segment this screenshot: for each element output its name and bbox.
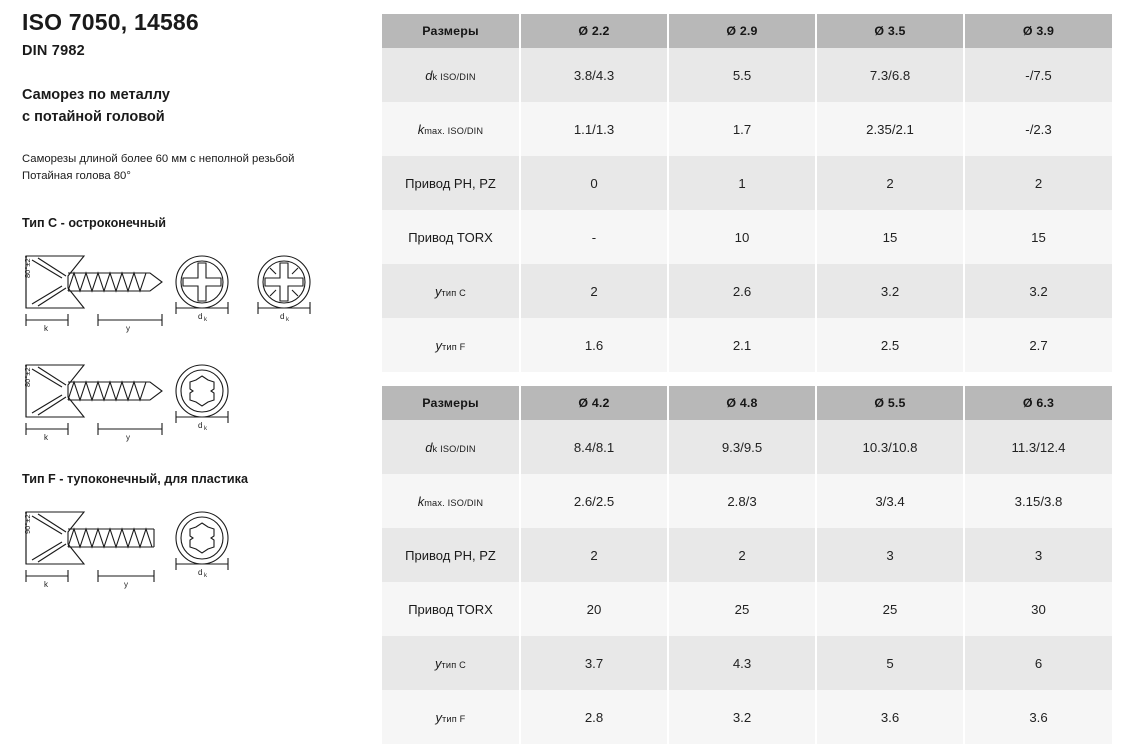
cell-value: 3/3.4 [816,474,964,528]
product-notes [22,151,372,186]
cell-value: 3 [816,528,964,582]
cell-value: 15 [964,210,1112,264]
cell-value: -/7.5 [964,48,1112,102]
dim-label-y-3: y [124,579,128,589]
column-header-d2: Ø 2.9 [668,14,816,48]
cell-value: 15 [816,210,964,264]
dim-label-angle-c: 80°±2° [23,255,32,278]
type-c-drawings [22,242,372,446]
spec-table-large-diameters [382,386,1112,744]
product-name [22,85,372,129]
cell-value: 3.8/4.3 [520,48,668,102]
cell-value: -/2.3 [964,102,1112,156]
cell-value: 2.5 [816,318,964,372]
dim-label-k: k [44,323,48,333]
spec-tables [382,14,1112,744]
row-label: dk ISO/DIN [382,48,520,102]
table-row [382,690,1112,744]
column-header-d5: Ø 4.2 [520,386,668,420]
cell-value: 2 [520,528,668,582]
note-line-2: Потайная голова 80° [22,170,131,183]
dim-label-dk-f-sub: k [204,572,207,579]
cell-value: 8.4/8.1 [520,420,668,474]
product-name-line1: Саморез по металлу [22,87,170,104]
row-label: dk ISO/DIN [382,420,520,474]
cell-value: 25 [668,582,816,636]
product-info-panel [22,10,372,593]
type-c-caption: Тип C - остроконечный [22,215,166,230]
cell-value: 2.35/2.1 [816,102,964,156]
row-label: Привод TORX [382,582,520,636]
cell-value: 2 [964,156,1112,210]
column-header-d7: Ø 5.5 [816,386,964,420]
cell-value: 2.7 [964,318,1112,372]
screw-drawing-type-f [22,498,362,593]
cell-value: 2 [816,156,964,210]
cell-value: 1 [668,156,816,210]
cell-value: 2.8 [520,690,668,744]
table-row [382,582,1112,636]
dim-label-angle-c2: 80°±2° [23,364,32,387]
cell-value: 1.1/1.3 [520,102,668,156]
table-row [382,48,1112,102]
type-f-caption: Тип F - тупоконечный, для пластика [22,471,248,486]
cell-value: 7.3/6.8 [816,48,964,102]
row-label: kmax. ISO/DIN [382,102,520,156]
row-label: Привод PH, PZ [382,156,520,210]
cell-value: 30 [964,582,1112,636]
cell-value: 10 [668,210,816,264]
table-row [382,318,1112,372]
dim-label-dk-f: d [198,567,203,577]
table-row [382,474,1112,528]
dim-label-dk-torx: d [198,420,203,430]
cell-value: - [520,210,668,264]
cell-value: 2.1 [668,318,816,372]
row-label: yтип F [382,318,520,372]
page-title: ISO 7050, 14586 [22,9,199,35]
column-header-d6: Ø 4.8 [668,386,816,420]
cell-value: 3.6 [964,690,1112,744]
cell-value: 3 [964,528,1112,582]
cell-value: 10.3/10.8 [816,420,964,474]
cell-value: 4.3 [668,636,816,690]
table-row [382,102,1112,156]
product-name-line2: с потайной головой [22,109,165,126]
cell-value: 3.2 [964,264,1112,318]
cell-value: 5.5 [668,48,816,102]
cell-value: 9.3/9.5 [668,420,816,474]
cell-value: 2 [520,264,668,318]
table-row [382,420,1112,474]
cell-value: 0 [520,156,668,210]
cell-value: 25 [816,582,964,636]
cell-value: 6 [964,636,1112,690]
row-label: yтип C [382,264,520,318]
cell-value: 2 [668,528,816,582]
dim-label-k-2: k [44,432,48,442]
column-header-d8: Ø 6.3 [964,386,1112,420]
cell-value: 3.2 [816,264,964,318]
row-label: yтип C [382,636,520,690]
column-header-dimensions-2: Размеры [382,386,520,420]
table-row [382,210,1112,264]
dim-label-dk-ph-sub: k [204,316,207,323]
cell-value: 5 [816,636,964,690]
cell-value: 3.6 [816,690,964,744]
dim-label-dk-pz: d [280,311,285,321]
column-header-d4: Ø 3.9 [964,14,1112,48]
dim-label-dk-pz-sub: k [286,316,289,323]
cell-value: 1.7 [668,102,816,156]
row-label: Привод TORX [382,210,520,264]
standard-subtitle: DIN 7982 [22,43,85,60]
dim-label-dk-torx-sub: k [204,425,207,432]
column-header-dimensions: Размеры [382,14,520,48]
table-row [382,156,1112,210]
cell-value: 3.15/3.8 [964,474,1112,528]
table-header-row [382,14,1112,48]
cell-value: 1.6 [520,318,668,372]
cell-value: 3.7 [520,636,668,690]
cell-value: 2.8/3 [668,474,816,528]
table-row [382,264,1112,318]
row-label: kmax. ISO/DIN [382,474,520,528]
cell-value: 20 [520,582,668,636]
row-label: Привод PH, PZ [382,528,520,582]
table-row [382,528,1112,582]
dim-label-k-3: k [44,579,48,589]
table-row [382,636,1112,690]
row-label: yтип F [382,690,520,744]
screw-drawing-type-c-torx [22,351,362,446]
dim-label-y-2: y [126,432,130,442]
column-header-d3: Ø 3.5 [816,14,964,48]
column-header-d1: Ø 2.2 [520,14,668,48]
spec-table-small-diameters [382,14,1112,372]
table-header-row [382,386,1112,420]
cell-value: 2.6 [668,264,816,318]
cell-value: 2.6/2.5 [520,474,668,528]
dim-label-dk-ph: d [198,311,203,321]
dim-label-angle-f: 90°±2° [23,511,32,534]
dim-label-y: y [126,323,130,333]
note-line-1: Саморезы длиной более 60 мм с неполной резьбой [22,152,295,165]
cell-value: 11.3/12.4 [964,420,1112,474]
screw-drawing-type-c-side [22,242,362,337]
cell-value: 3.2 [668,690,816,744]
